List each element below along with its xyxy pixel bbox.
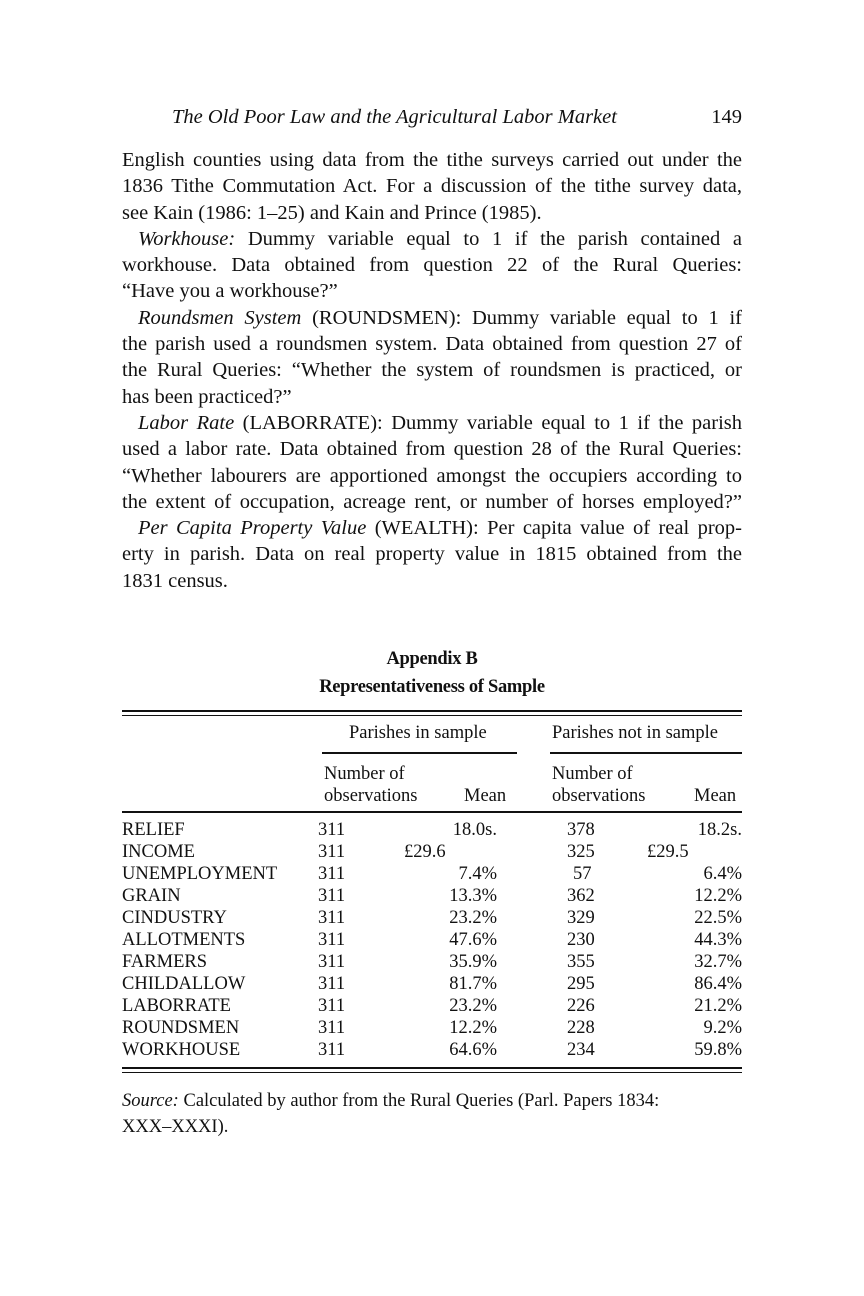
cell-out-n: 226 <box>567 996 595 1016</box>
table-row <box>122 885 742 907</box>
appendix-label: Appendix B <box>386 649 478 669</box>
definition-term: Workhouse: <box>138 227 236 250</box>
table-source-note <box>122 1088 742 1140</box>
cell-variable: CHILDALLOW <box>122 974 246 994</box>
cell-in-n: 311 <box>318 1018 346 1038</box>
text-line: used a labor rate. Data obtained from question 28 of the Rural Queries: <box>122 438 742 461</box>
cell-variable: UNEMPLOYMENT <box>122 864 278 884</box>
definition-term: Per Capita Property Value <box>138 517 367 540</box>
cell-out-n: 230 <box>567 930 595 950</box>
cell-variable: LABORRATE <box>122 996 231 1016</box>
column-header-out-mean: Mean <box>694 786 737 806</box>
source-label: Source: <box>122 1091 179 1111</box>
cell-out-n: 329 <box>567 908 595 928</box>
text-line: see Kain (1986: 1–25) and Kain and Prince (1985). <box>122 201 542 224</box>
text-line: the Rural Queries: “Whether the system of roundsmen is practiced, or <box>122 359 742 382</box>
cell-out-mean: 22.5% <box>694 908 742 928</box>
running-head <box>122 106 742 134</box>
source-text-cont: XXX–XXXI). <box>122 1117 229 1137</box>
cell-in-mean: 64.6% <box>449 1040 497 1060</box>
text-line: Roundsmen System (ROUNDSMEN): Dummy variable equal to 1 if <box>138 306 742 329</box>
text-line: Per Capita Property Value (WEALTH): Per capita value of real prop- <box>138 517 742 540</box>
text-line: 1836 Tithe Commutation Act. For a discussion of the tithe survey data, <box>122 175 742 198</box>
table-top-rule <box>122 710 742 712</box>
text-line: English counties using data from the tithe surveys carried out under the <box>122 149 742 171</box>
cell-in-n: 311 <box>318 1040 346 1060</box>
cell-in-n: 311 <box>318 952 346 972</box>
cell-variable: ALLOTMENTS <box>122 930 246 950</box>
cell-out-mean: 18.2s. <box>697 820 742 840</box>
table-row <box>122 841 742 863</box>
running-head-title: The Old Poor Law and the Agricultural Labor Market <box>172 106 617 128</box>
column-header-in-mean: Mean <box>464 786 507 806</box>
cell-out-n: 295 <box>567 974 595 994</box>
paragraph-tithe-surveys <box>122 147 742 226</box>
cell-in-n: 311 <box>318 864 346 884</box>
cell-variable: INCOME <box>122 842 195 862</box>
cell-variable: FARMERS <box>122 952 207 972</box>
definition-term: Roundsmen System <box>138 306 302 329</box>
cell-variable: RELIEF <box>122 820 185 840</box>
cell-in-mean: 35.9% <box>449 952 497 972</box>
table-row <box>122 819 742 841</box>
group-header-not-in-sample: Parishes not in sample <box>552 723 718 743</box>
cell-in-mean: 23.2% <box>449 996 497 1016</box>
cell-in-n: 311 <box>318 908 346 928</box>
cell-in-n: 311 <box>318 886 346 906</box>
text-line: Labor Rate (LABORRATE): Dummy variable equal to 1 if the parish <box>138 411 742 434</box>
cell-out-mean: 21.2% <box>694 996 742 1016</box>
paragraph-roundsmen <box>122 305 742 410</box>
table-row <box>122 951 742 973</box>
cell-out-mean: 44.3% <box>694 930 742 950</box>
cell-out-n: 325 <box>567 842 595 862</box>
cell-out-mean: 32.7% <box>694 952 742 972</box>
paragraph-workhouse <box>122 226 742 305</box>
column-header-out-obs: Number of observations <box>552 764 646 806</box>
cell-out-mean: 9.2% <box>703 1018 742 1038</box>
cell-in-mean: 47.6% <box>449 930 497 950</box>
table-row <box>122 1039 742 1061</box>
table-header-rule <box>122 811 742 813</box>
table-row <box>122 995 742 1017</box>
table-row <box>122 929 742 951</box>
text-line: the extent of occupation, acreage rent, or number of horses employed?” <box>122 490 742 513</box>
text-line: Workhouse: Dummy variable equal to 1 if the parish contained a <box>138 227 742 250</box>
table-top-rule-thin <box>122 715 742 716</box>
cell-in-mean: 7.4% <box>458 864 497 884</box>
cell-in-mean: 23.2% <box>449 908 497 928</box>
body-text <box>122 147 742 594</box>
table-caption <box>122 645 742 701</box>
cell-in-n: 311 <box>318 842 346 862</box>
cell-in-n: 311 <box>318 820 346 840</box>
table-row <box>122 1017 742 1039</box>
cell-out-n: 378 <box>567 820 595 840</box>
cell-in-n: 311 <box>318 930 346 950</box>
cell-out-n: 362 <box>567 886 595 906</box>
column-header-in-obs: Number of observations <box>324 764 418 806</box>
cell-variable: WORKHOUSE <box>122 1040 241 1060</box>
group-header-in-sample: Parishes in sample <box>349 723 487 743</box>
text-line: has been practiced?” <box>122 385 292 408</box>
text-line: erty in parish. Data on real property value in 1815 obtained from the <box>122 543 742 566</box>
paragraph-wealth <box>122 515 742 594</box>
table-bottom-rule <box>122 1067 742 1069</box>
cell-variable: CINDUSTRY <box>122 908 227 928</box>
cell-in-mean: 12.2% <box>449 1018 497 1038</box>
cell-out-n: 228 <box>567 1018 595 1038</box>
paragraph-labor-rate <box>122 410 742 515</box>
cell-in-mean: 81.7% <box>449 974 497 994</box>
table-title: Representativeness of Sample <box>319 677 545 697</box>
definition-term: Labor Rate <box>138 411 235 434</box>
table-row <box>122 907 742 929</box>
group-underline-in-sample <box>322 752 517 754</box>
cell-in-mean: 13.3% <box>449 886 497 906</box>
source-text: Calculated by author from the Rural Queries (Parl. Papers 1834: <box>178 1091 660 1111</box>
cell-out-n: 234 <box>567 1040 595 1060</box>
group-underline-not-in-sample <box>550 752 742 754</box>
cell-in-n: 311 <box>318 996 346 1016</box>
text-line: the parish used a roundsmen system. Data obtained from question 27 of <box>122 333 742 356</box>
cell-out-mean: 59.8% <box>694 1040 742 1060</box>
cell-in-mean: 18.0s. <box>452 820 497 840</box>
text-line: “Have you a workhouse?” <box>122 280 338 303</box>
cell-out-n: 57 <box>573 864 592 884</box>
cell-variable: GRAIN <box>122 886 181 906</box>
cell-in-n: 311 <box>318 974 346 994</box>
cell-out-n: 355 <box>567 952 595 972</box>
cell-variable: ROUNDSMEN <box>122 1018 240 1038</box>
table-row <box>122 863 742 885</box>
cell-out-mean: £29.5 <box>647 842 689 862</box>
table-bottom-rule-thin <box>122 1072 742 1073</box>
cell-in-mean: £29.6 <box>404 842 446 862</box>
page-number: 149 <box>711 106 742 128</box>
text-line: “Whether labourers are apportioned amongst the occupiers according to <box>122 464 742 487</box>
cell-out-mean: 12.2% <box>694 886 742 906</box>
text-line: 1831 census. <box>122 569 228 592</box>
text-line: workhouse. Data obtained from question 22 of the Rural Queries: <box>122 254 742 277</box>
cell-out-mean: 86.4% <box>694 974 742 994</box>
cell-out-mean: 6.4% <box>703 864 742 884</box>
table-row <box>122 973 742 995</box>
